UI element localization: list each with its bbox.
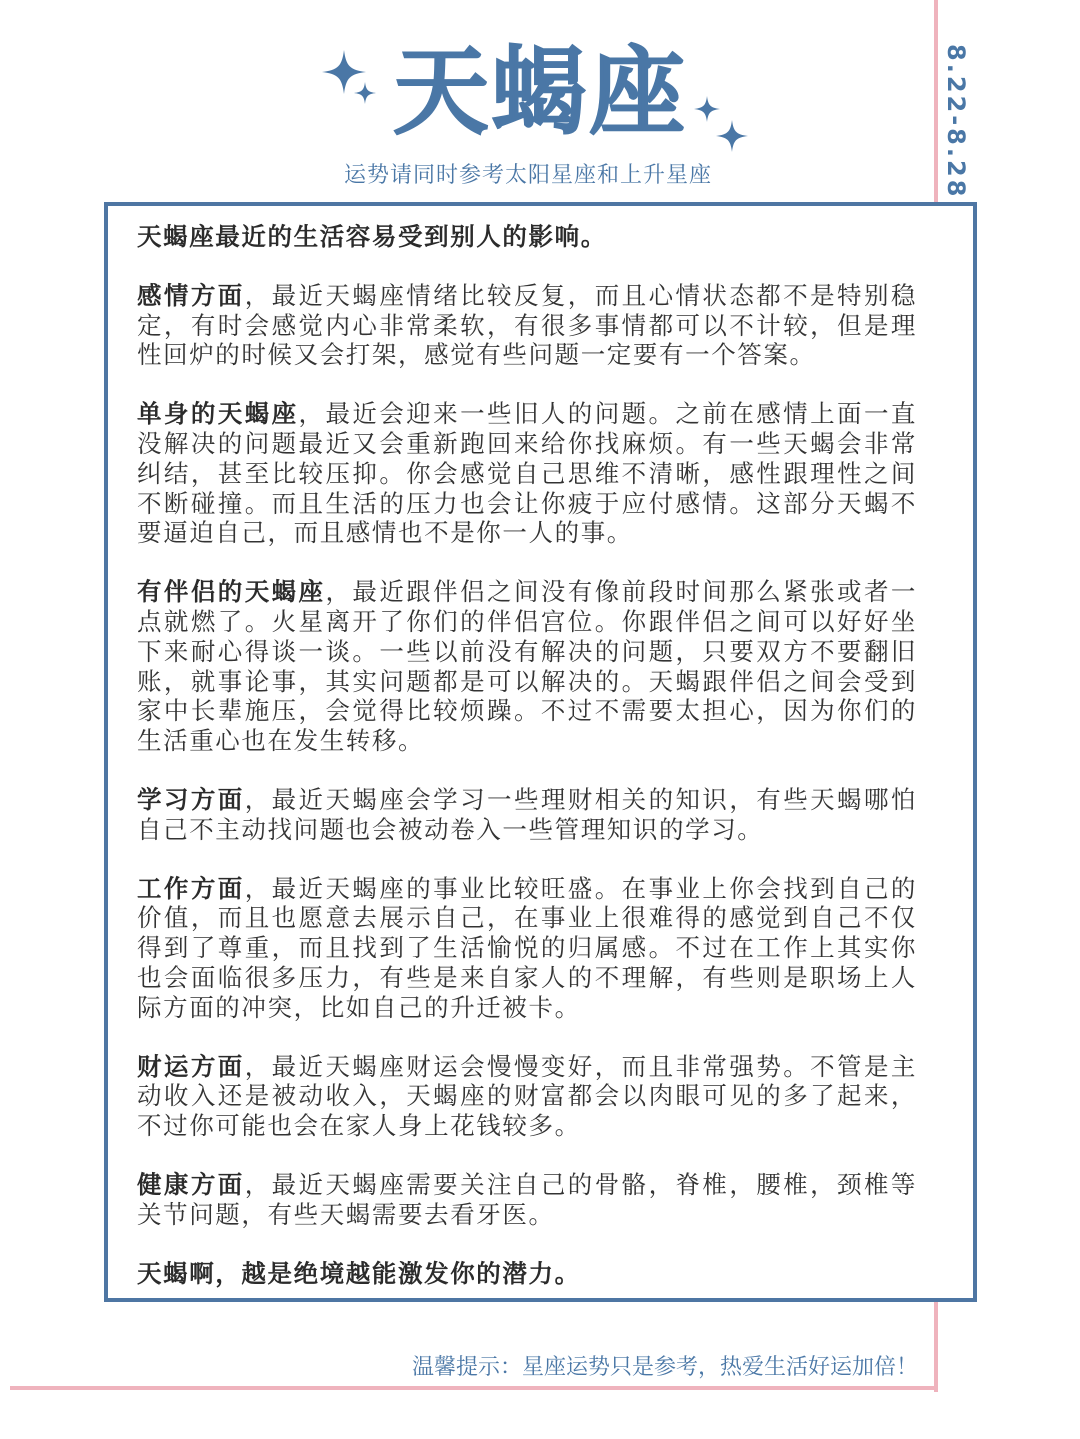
section-wealth bbox=[137, 1052, 917, 1141]
section-love bbox=[137, 281, 917, 370]
section-heading: 学习方面 bbox=[137, 784, 245, 814]
section-text: ，最近跟伴侣之间没有像前段时间那么紧张或者一点就燃了。火星离开了你们的伴侣宫位。你跟伴侣之间可以好好坐下来耐心得谈一谈。一些以前没有解决的问题，只要双方不要翻旧账，就事论事，其实问题都是可以解决的。天蝎跟伴侣之间会受到家中长辈施压，会觉得比较烦躁。不过不需要太担心，因为你们的生活重心也在发生转移。 bbox=[137, 577, 918, 756]
date-range: 8.22-8.28 bbox=[942, 44, 970, 200]
section-text: ，最近天蝎座情绪比较反复，而且心情状态都不是特别稳定，有时会感觉内心非常柔软，有很多事情都可以不计较，但是理性回炉的时候又会打架，感觉有些问题一定要有一个答案。 bbox=[137, 280, 917, 370]
page-title: 天蝎座 bbox=[393, 36, 687, 148]
section-text: ，最近天蝎座财运会慢慢变好，而且非常强势。不管是主动收入还是被动收入，天蝎座的财富都会以肉眼可见的多了起来，不过你可能也会在家人身上花钱较多。 bbox=[137, 1051, 917, 1141]
page-subtitle: 运势请同时参考太阳星座和上升星座 bbox=[343, 163, 712, 188]
section-text: ，最近天蝎座会学习一些理财相关的知识，有些天蝎哪怕自己不主动找问题也会被动卷入一些管理知识的学习。 bbox=[137, 784, 917, 844]
section-heading: 健康方面 bbox=[137, 1169, 245, 1199]
footer-tip: 温馨提示：星座运势只是参考，热爱生活好运加倍！ bbox=[411, 1355, 918, 1380]
section-heading: 有伴侣的天蝎座 bbox=[137, 577, 326, 607]
intro-line: 天蝎座最近的生活容易受到别人的影响。 bbox=[137, 222, 607, 251]
horoscope-text bbox=[137, 222, 917, 1317]
closing-line: 天蝎啊，越是绝境越能激发你的潜力。 bbox=[137, 1258, 581, 1288]
horoscope-content-box bbox=[104, 202, 977, 1302]
section-text: ，最近会迎来一些旧人的问题。之前在感情上面一直没解决的问题最近又会重新跑回来给你找麻烦。有一些天蝎会非常纠结，甚至比较压抑。你会感觉自己思维不清晰，感性跟理性之间不断碰撞。而且生活的压力也会让你疲于应付感情。这部分天蝎不要逼迫自己，而且感情也不是你一人的事。 bbox=[137, 399, 917, 548]
section-work bbox=[137, 874, 917, 1023]
section-health bbox=[137, 1170, 917, 1230]
frame-horizontal-line bbox=[10, 1386, 938, 1390]
section-heading: 财运方面 bbox=[137, 1051, 245, 1081]
section-text: ，最近天蝎座的事业比较旺盛。在事业上你会找到自己的价值，而且也愿意去展示自己，在事业上很难得的感觉到自己不仅得到了尊重，而且找到了生活愉悦的归属感。不过在工作上其实你也会面临很多压力，有些是来自家人的不理解，有些则是职场上人际方面的冲突，比如自己的升迁被卡。 bbox=[137, 873, 917, 1022]
section-partnered bbox=[137, 577, 917, 756]
section-heading: 单身的天蝎座 bbox=[137, 399, 299, 429]
section-heading: 工作方面 bbox=[137, 873, 245, 903]
section-study bbox=[137, 785, 917, 845]
section-text: ，最近天蝎座需要关注自己的骨骼，脊椎，腰椎，颈椎等关节问题，有些天蝎需要去看牙医。 bbox=[137, 1169, 917, 1229]
section-single bbox=[137, 399, 917, 548]
section-heading: 感情方面 bbox=[137, 280, 245, 310]
